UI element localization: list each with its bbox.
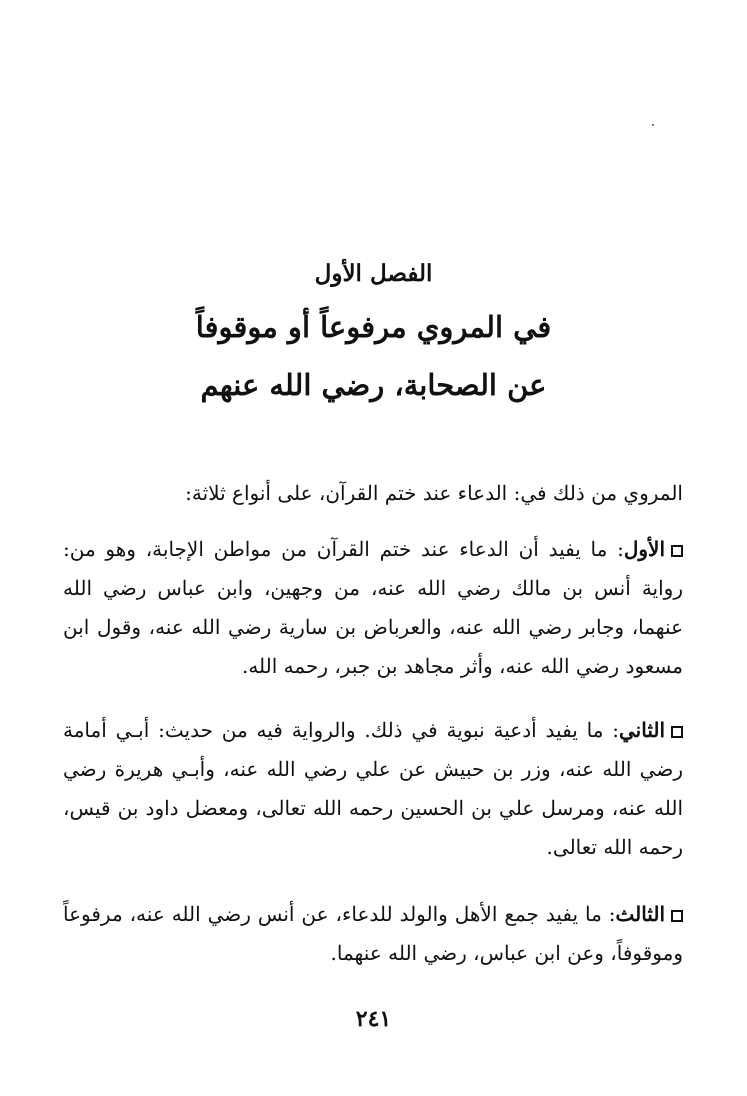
paragraph-lead: الثاني: [618, 718, 665, 742]
chapter-subtitle-line1: في المروي مرفوعاً أو موقوفاً: [195, 310, 552, 344]
chapter-subtitle-line2: عن الصحابة، رضي الله عنهم: [200, 368, 547, 402]
intro-paragraph: المروي من ذلك في: الدعاء عند ختم القرآن، على أنواع ثلاثة:: [185, 481, 683, 505]
paragraph-third: [63, 895, 683, 973]
scan-speck: [652, 124, 654, 126]
paragraph-first: [63, 530, 683, 686]
square-bullet-icon: [671, 726, 683, 738]
page-number: ٢٤١: [355, 1006, 392, 1032]
paragraph-lead: الثالث: [615, 902, 665, 926]
paragraph-second: [63, 711, 683, 867]
paragraph-text: : ما يفيد جمع الأهل والولد للدعاء، عن أنس رضي الله عنه، مرفوعاً وموقوفاً، وعن ابن عباس، رضي الله عنهما.: [63, 902, 683, 965]
paragraph-text: : ما يفيد أدعية نبوية في ذلك. والرواية فيه من حديث: أبـي أمامة رضي الله عنه، وزر بن حبيش عن علي رضي الله عنه، وأبـي هريرة رضي الله عنه، ومرسل علي بن الحسين رحمه الله تعالى، ومعضل داود بن قيس، رحمه الله تعالى.: [63, 718, 683, 859]
paragraph-lead: الأول: [623, 537, 665, 561]
paragraph-text: : ما يفيد أن الدعاء عند ختم القرآن من مواطن الإجابة، وهو من: رواية أنس بن مالك رضي الله عنه، من وجهين، وابن عباس رضي الله عنهما، وجابر رضي الله عنه، والعرباض بن سارية رضي الله عنه، وقول ابن مسعود رضي الله عنه، وأثر مجاهد بن جبر، رحمه الله.: [63, 537, 683, 678]
square-bullet-icon: [671, 545, 683, 557]
square-bullet-icon: [671, 910, 683, 922]
chapter-title: الفصل الأول: [314, 260, 433, 287]
